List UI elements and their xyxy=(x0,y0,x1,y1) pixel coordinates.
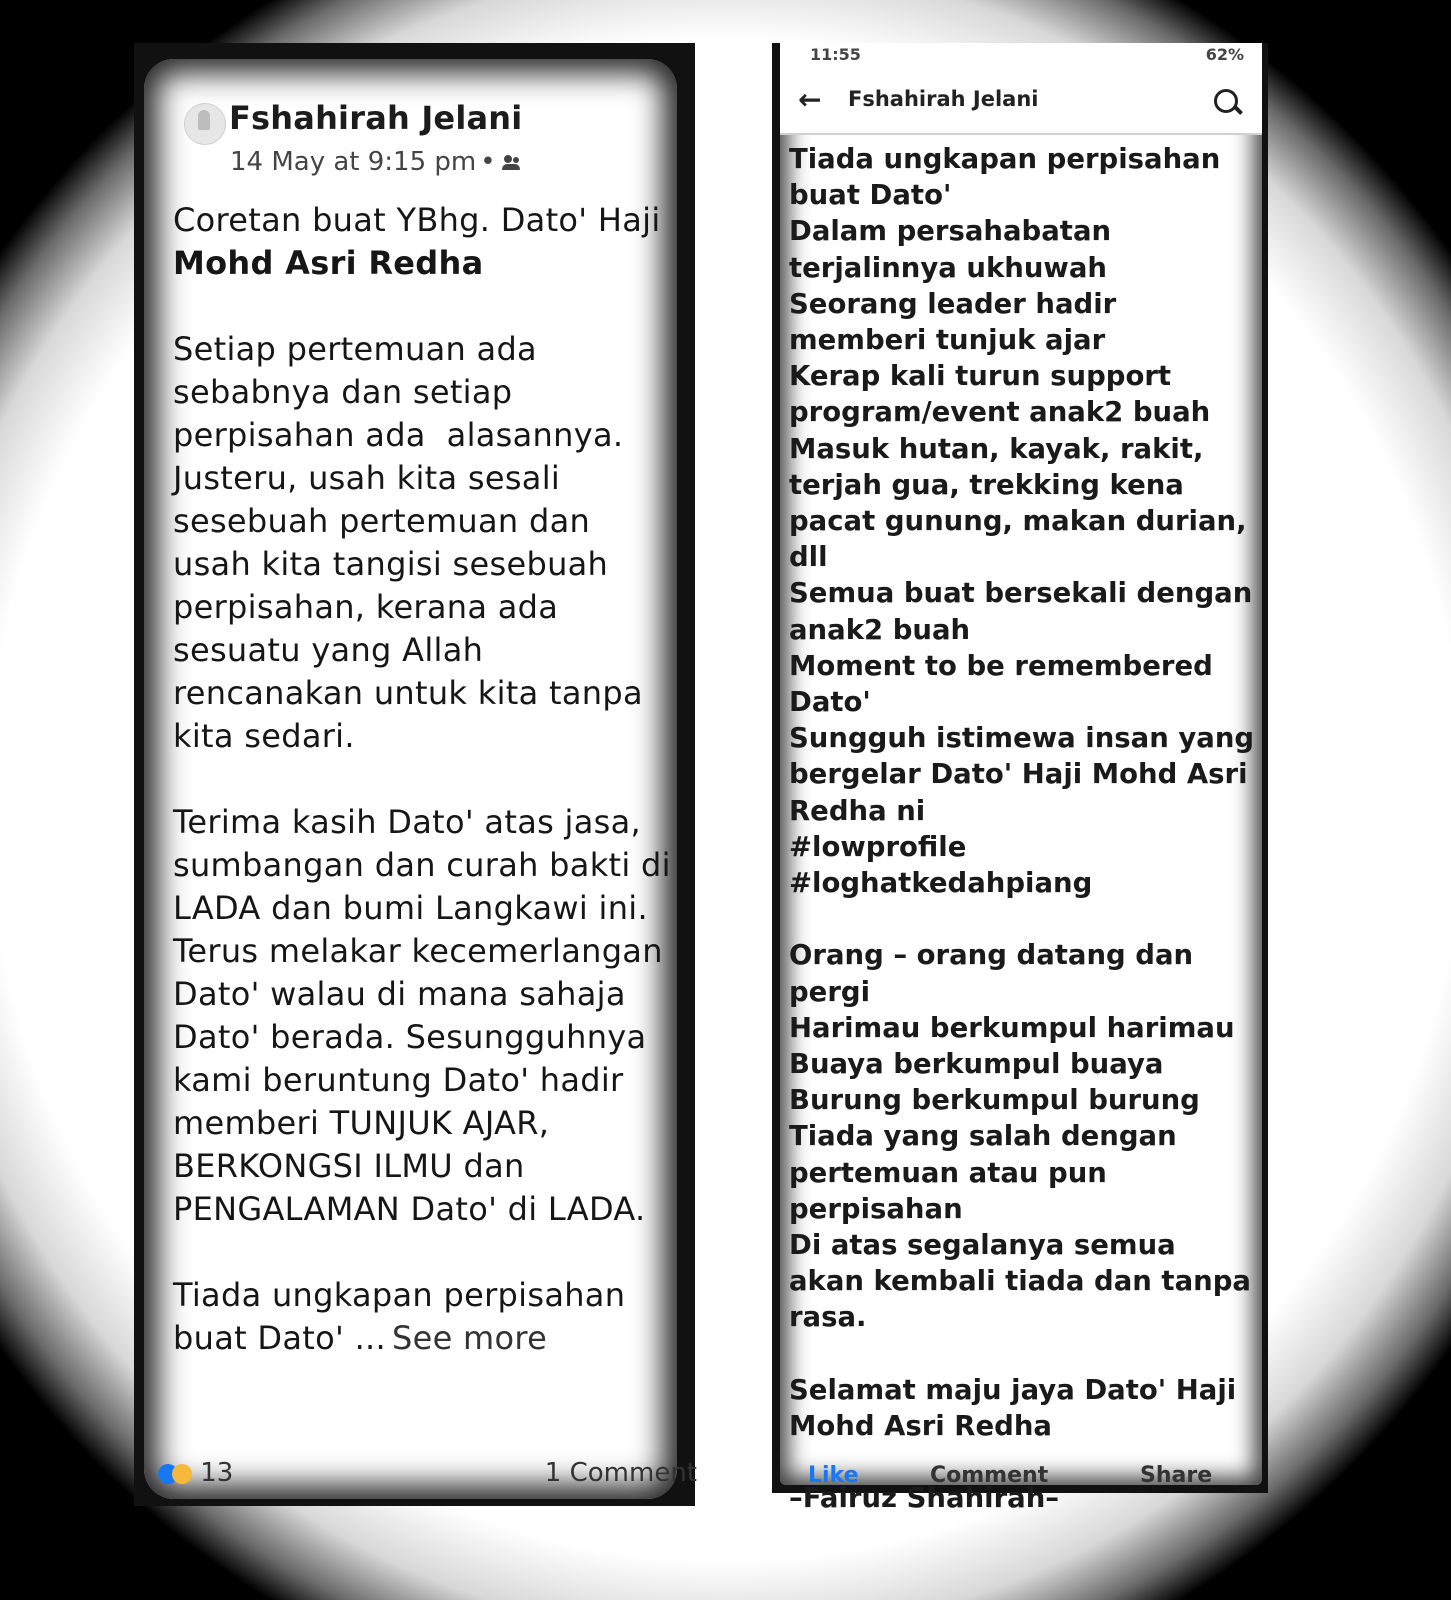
left-post-screenshot xyxy=(134,43,695,1506)
paragraph-gap xyxy=(173,285,673,328)
status-battery: 62% xyxy=(1205,45,1244,64)
paragraph-gap xyxy=(789,901,1259,937)
hashtag-loghatkedahpiang[interactable]: #loghatkedahpiang xyxy=(789,867,1093,900)
post-timestamp[interactable]: 14 May at 9:15 pm xyxy=(230,147,477,177)
like-button[interactable]: Like xyxy=(808,1463,859,1488)
haha-reaction-icon xyxy=(172,1464,192,1484)
text-line: Sungguh istimewa insan yang bergelar Dato' Haji Mohd Asri Redha ni xyxy=(789,722,1264,827)
text-line: Dalam persahabatan terjalinnya ukhuwah xyxy=(789,215,1121,284)
text-line: Masuk hutan, kayak, rakit, terjah gua, trekking kena pacat gunung, makan durian, dll xyxy=(789,432,1257,574)
text-line: Burung berkumpul burung xyxy=(789,1084,1200,1117)
comment-button[interactable]: Comment xyxy=(930,1463,1049,1488)
post-action-bar xyxy=(780,1463,1262,1493)
post-paragraph-1 xyxy=(173,199,673,285)
post-intro: Coretan buat YBhg. Dato' Haji xyxy=(173,201,671,239)
post-paragraph-3: Terima kasih Dato' atas jasa, sumbangan dan curah bakti di LADA dan bumi Langkawi ini. Terus melakar kecemerlangan Dato' walau di mana sahaja Dato' berada. Sesungguhnya kami beruntung Dato' hadir memberi TUNJUK AJAR, BERKONGSI ILMU dan PENGALAMAN Dato' di LADA. xyxy=(173,803,682,1228)
right-post-screen xyxy=(780,43,1264,1515)
post-body xyxy=(173,199,682,1360)
post-meta xyxy=(230,147,522,177)
text-line: Orang – orang datang dan pergi xyxy=(789,939,1203,1008)
top-nav-bar xyxy=(780,69,1262,135)
nav-title: Fshahirah Jelani xyxy=(848,87,1039,111)
paragraph-gap xyxy=(173,758,673,801)
post-footer xyxy=(144,1454,697,1499)
text-line: Tiada yang salah dengan pertemuan atau pun perpisahan xyxy=(789,1120,1187,1225)
text-line: Buaya berkumpul buaya xyxy=(789,1048,1164,1081)
text-line: Kerap kali turun support program/event anak2 buah xyxy=(789,360,1211,429)
status-time: 11:55 xyxy=(810,45,861,64)
post-full-text xyxy=(789,141,1264,1517)
see-more-link[interactable]: See more xyxy=(391,1319,548,1357)
back-arrow-icon[interactable]: ← xyxy=(798,83,822,116)
paragraph-gap xyxy=(789,1336,1259,1372)
right-post-screenshot xyxy=(772,43,1268,1515)
text-line: Semua buat bersekali dengan anak2 buah xyxy=(789,577,1262,646)
meta-separator: • xyxy=(480,147,496,177)
closing-line: Selamat maju jaya Dato' Haji Mohd Asri Redha xyxy=(789,1373,1246,1443)
post-author[interactable]: Fshahirah Jelani xyxy=(229,99,523,137)
text-line: Tiada ungkapan perpisahan buat Dato' xyxy=(789,143,1230,212)
reaction-count: 13 xyxy=(200,1458,234,1488)
status-bar xyxy=(780,43,1262,69)
paragraph-gap xyxy=(173,1231,673,1274)
comment-count-link[interactable]: 1 Comment xyxy=(544,1458,697,1488)
search-icon[interactable] xyxy=(1214,89,1238,113)
share-button[interactable]: Share xyxy=(1140,1463,1213,1488)
friends-icon xyxy=(502,155,522,171)
text-line: Harimau berkumpul harimau xyxy=(789,1011,1235,1044)
post-intro-bold: Mohd Asri Redha xyxy=(173,244,484,282)
avatar[interactable] xyxy=(184,103,226,145)
post-paragraph-4 xyxy=(173,1274,673,1360)
post-truncated-text: Tiada ungkapan perpisahan buat Dato' ... xyxy=(173,1276,636,1357)
avatar-silhouette-icon xyxy=(198,110,210,130)
hashtag-lowprofile[interactable]: #lowprofile xyxy=(789,830,967,863)
text-line: Moment to be remembered Dato' xyxy=(789,649,1223,719)
reactions-summary[interactable] xyxy=(158,1458,233,1488)
signature-line: –Fairuz Shahirah– xyxy=(789,1482,1060,1515)
text-line: Seorang leader hadir memberi tunjuk ajar xyxy=(789,287,1126,357)
text-line: Di atas segalanya semua akan kembali tiada dan tanpa rasa. xyxy=(789,1229,1261,1334)
post-paragraph-2: Setiap pertemuan ada sebabnya dan setiap perpisahan ada alasannya. Justeru, usah kita sesali sesebuah pertemuan dan usah kita tangisi sesebuah perpisahan, kerana ada sesuatu yang Allah rencanakan untuk kita tanpa kita sedari. xyxy=(173,330,654,755)
left-post-card xyxy=(144,59,697,1499)
